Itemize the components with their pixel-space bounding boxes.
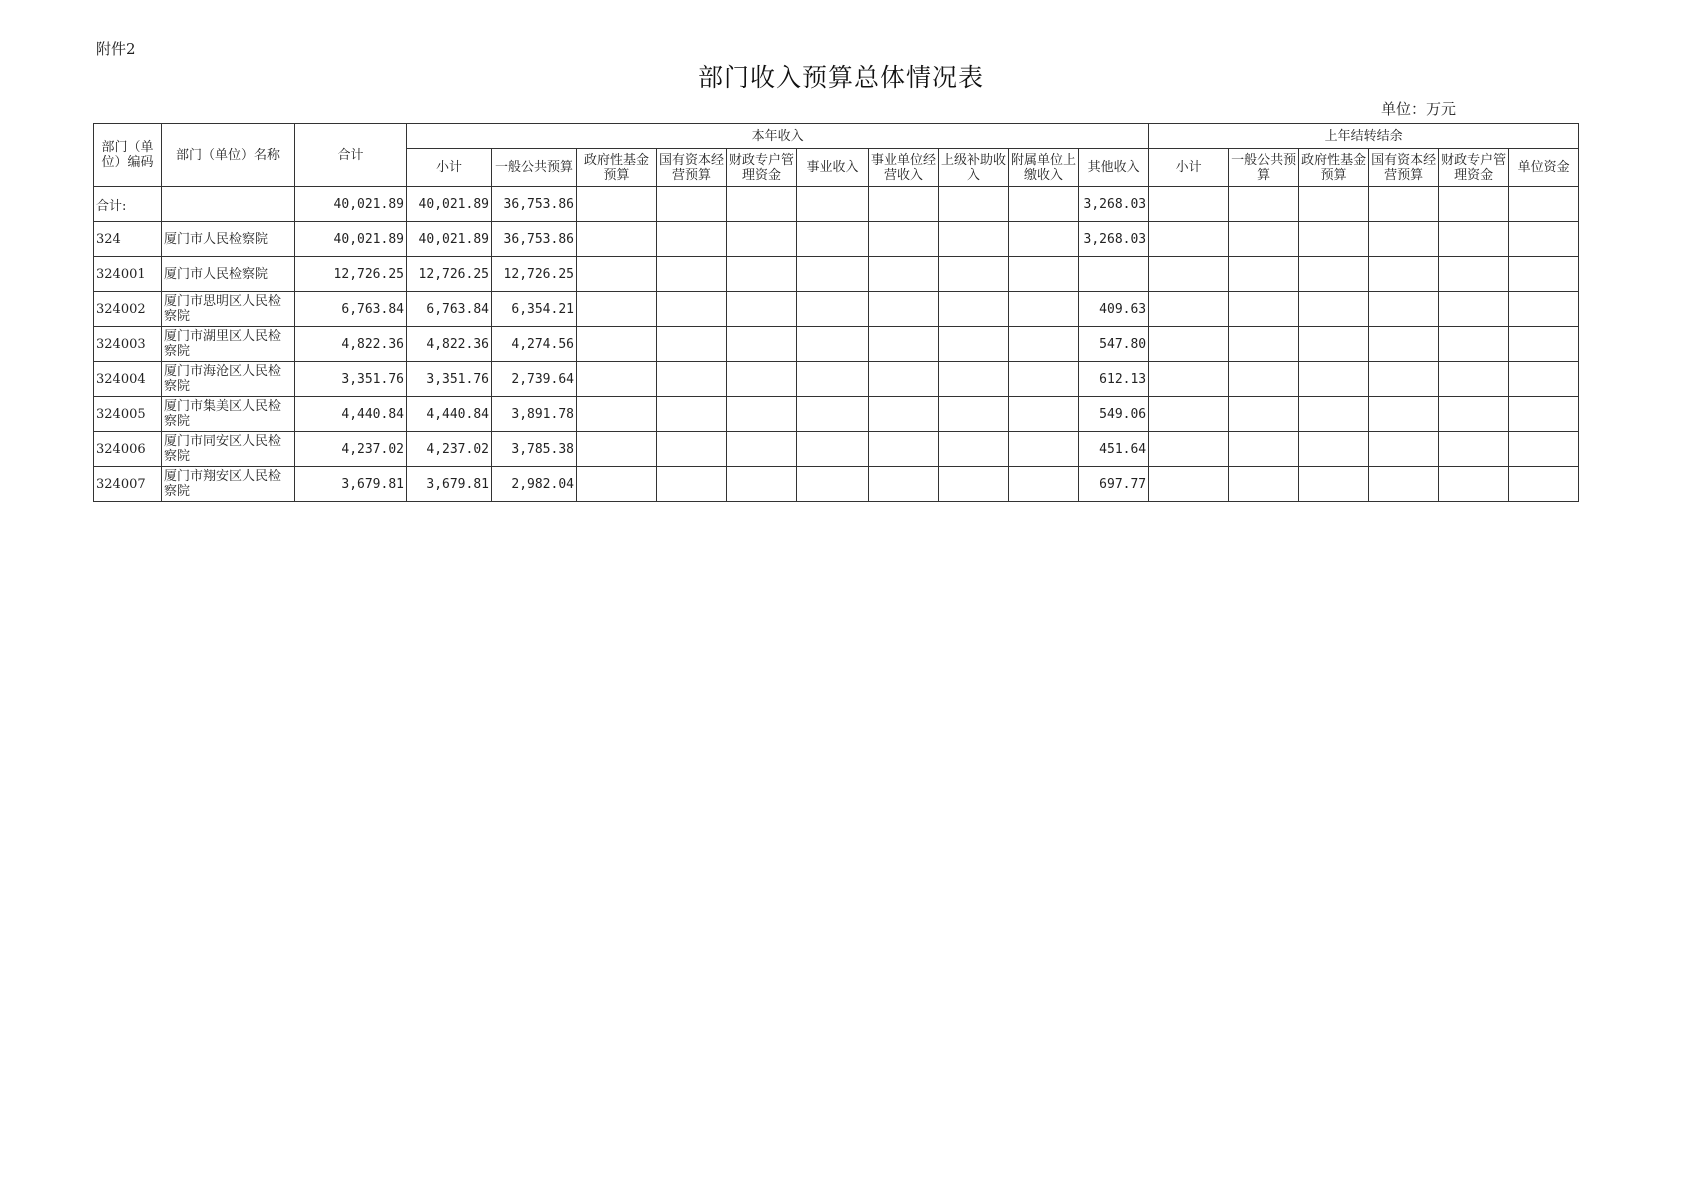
cell-empty	[869, 187, 939, 222]
cell-empty	[577, 432, 657, 467]
cell-other-income: 547.80	[1079, 327, 1149, 362]
cell-empty	[1009, 432, 1079, 467]
cell-empty	[1509, 187, 1579, 222]
cell-empty	[939, 327, 1009, 362]
table-body	[94, 187, 1579, 502]
cell-empty	[797, 432, 869, 467]
cell-name: 厦门市集美区人民检察院	[162, 397, 295, 432]
cell-other-income	[1079, 257, 1149, 292]
cell-empty	[577, 257, 657, 292]
cell-subtotal: 4,822.36	[407, 327, 492, 362]
cell-empty	[727, 467, 797, 502]
cell-empty	[1149, 397, 1229, 432]
cell-empty	[1369, 397, 1439, 432]
cell-empty	[797, 222, 869, 257]
unit-label: 单位：万元	[1380, 100, 1456, 118]
cell-empty	[869, 257, 939, 292]
cell-empty	[1009, 292, 1079, 327]
cell-empty	[577, 327, 657, 362]
cell-other-income: 697.77	[1079, 467, 1149, 502]
cell-empty	[797, 362, 869, 397]
cell-empty	[1149, 432, 1229, 467]
cell-total: 4,237.02	[295, 432, 407, 467]
cell-name: 厦门市人民检察院	[162, 257, 295, 292]
cell-general-budget: 6,354.21	[492, 292, 577, 327]
cell-code: 324	[94, 222, 162, 257]
cell-empty	[797, 187, 869, 222]
cell-empty	[1439, 257, 1509, 292]
table-row	[94, 397, 1579, 432]
cell-empty	[1299, 292, 1369, 327]
header-current-col: 事业单位经营收入	[869, 149, 939, 187]
cell-empty	[1439, 327, 1509, 362]
cell-empty	[869, 327, 939, 362]
cell-empty	[1149, 362, 1229, 397]
cell-empty	[657, 222, 727, 257]
table-row	[94, 222, 1579, 257]
cell-empty	[1369, 327, 1439, 362]
cell-subtotal: 4,440.84	[407, 397, 492, 432]
cell-general-budget: 3,891.78	[492, 397, 577, 432]
header-current-col: 小计	[407, 149, 492, 187]
cell-empty	[1369, 187, 1439, 222]
cell-empty	[1369, 467, 1439, 502]
table-row	[94, 257, 1579, 292]
cell-empty	[1149, 187, 1229, 222]
cell-empty	[1229, 222, 1299, 257]
cell-empty	[869, 362, 939, 397]
cell-general-budget: 2,739.64	[492, 362, 577, 397]
cell-empty	[1299, 327, 1369, 362]
cell-total: 3,351.76	[295, 362, 407, 397]
cell-empty	[1299, 222, 1369, 257]
cell-code: 324001	[94, 257, 162, 292]
header-current-year: 本年收入	[407, 124, 1149, 149]
cell-code: 324005	[94, 397, 162, 432]
cell-empty	[727, 362, 797, 397]
cell-empty	[657, 327, 727, 362]
cell-empty	[939, 187, 1009, 222]
header-current-col: 上级补助收入	[939, 149, 1009, 187]
cell-empty	[727, 222, 797, 257]
cell-empty	[1369, 292, 1439, 327]
cell-empty	[1229, 292, 1299, 327]
cell-empty	[797, 397, 869, 432]
cell-code: 324004	[94, 362, 162, 397]
table-row	[94, 467, 1579, 502]
cell-empty	[657, 467, 727, 502]
cell-empty	[1149, 327, 1229, 362]
cell-empty	[657, 362, 727, 397]
cell-empty	[939, 362, 1009, 397]
cell-empty	[797, 327, 869, 362]
header-prior-col: 单位资金	[1509, 149, 1579, 187]
cell-total: 40,021.89	[295, 187, 407, 222]
page-title: 部门收入预算总体情况表	[697, 63, 984, 92]
cell-empty	[1229, 362, 1299, 397]
cell-empty	[1509, 432, 1579, 467]
cell-code: 合计:	[94, 187, 162, 222]
cell-other-income: 612.13	[1079, 362, 1149, 397]
cell-empty	[1299, 362, 1369, 397]
cell-empty	[657, 257, 727, 292]
cell-empty	[1509, 292, 1579, 327]
cell-empty	[1439, 397, 1509, 432]
cell-empty	[1439, 432, 1509, 467]
header-current-col: 国有资本经营预算	[657, 149, 727, 187]
cell-general-budget: 36,753.86	[492, 222, 577, 257]
cell-subtotal: 3,679.81	[407, 467, 492, 502]
cell-general-budget: 36,753.86	[492, 187, 577, 222]
header-current-col: 一般公共预算	[492, 149, 577, 187]
cell-subtotal: 4,237.02	[407, 432, 492, 467]
cell-empty	[1369, 432, 1439, 467]
cell-empty	[1299, 397, 1369, 432]
cell-empty	[1229, 432, 1299, 467]
cell-empty	[797, 292, 869, 327]
table-row	[94, 292, 1579, 327]
cell-empty	[577, 397, 657, 432]
cell-empty	[1229, 257, 1299, 292]
cell-empty	[797, 467, 869, 502]
cell-empty	[577, 292, 657, 327]
cell-empty	[1009, 467, 1079, 502]
cell-empty	[1229, 187, 1299, 222]
cell-total: 4,822.36	[295, 327, 407, 362]
header-current-col: 财政专户管理资金	[727, 149, 797, 187]
cell-name: 厦门市人民检察院	[162, 222, 295, 257]
cell-other-income: 549.06	[1079, 397, 1149, 432]
budget-table	[93, 123, 1579, 502]
cell-empty	[577, 362, 657, 397]
cell-empty	[1149, 257, 1229, 292]
cell-empty	[1509, 257, 1579, 292]
cell-empty	[1229, 467, 1299, 502]
cell-subtotal: 3,351.76	[407, 362, 492, 397]
cell-subtotal: 12,726.25	[407, 257, 492, 292]
cell-empty	[797, 257, 869, 292]
cell-empty	[727, 397, 797, 432]
cell-empty	[1369, 222, 1439, 257]
cell-other-income: 409.63	[1079, 292, 1149, 327]
cell-empty	[657, 187, 727, 222]
cell-total: 6,763.84	[295, 292, 407, 327]
cell-empty	[1229, 327, 1299, 362]
cell-empty	[1299, 187, 1369, 222]
cell-empty	[869, 432, 939, 467]
cell-total: 4,440.84	[295, 397, 407, 432]
cell-name: 厦门市同安区人民检察院	[162, 432, 295, 467]
cell-empty	[869, 292, 939, 327]
cell-empty	[939, 257, 1009, 292]
cell-empty	[727, 327, 797, 362]
header-prior-year: 上年结转结余	[1149, 124, 1579, 149]
cell-empty	[1509, 222, 1579, 257]
cell-subtotal: 6,763.84	[407, 292, 492, 327]
cell-empty	[1369, 362, 1439, 397]
cell-general-budget: 4,274.56	[492, 327, 577, 362]
cell-code: 324002	[94, 292, 162, 327]
table-row	[94, 432, 1579, 467]
cell-empty	[1509, 467, 1579, 502]
cell-empty	[1439, 187, 1509, 222]
cell-empty	[1009, 397, 1079, 432]
cell-empty	[869, 222, 939, 257]
cell-empty	[1149, 467, 1229, 502]
cell-name: 厦门市翔安区人民检察院	[162, 467, 295, 502]
cell-empty	[1149, 292, 1229, 327]
cell-name	[162, 187, 295, 222]
cell-empty	[727, 432, 797, 467]
cell-empty	[1439, 292, 1509, 327]
cell-name: 厦门市海沧区人民检察院	[162, 362, 295, 397]
table-row	[94, 362, 1579, 397]
cell-subtotal: 40,021.89	[407, 222, 492, 257]
cell-empty	[1009, 257, 1079, 292]
cell-empty	[1439, 362, 1509, 397]
cell-total: 40,021.89	[295, 222, 407, 257]
cell-empty	[869, 397, 939, 432]
cell-total: 3,679.81	[295, 467, 407, 502]
cell-empty	[727, 187, 797, 222]
cell-empty	[577, 467, 657, 502]
header-prior-col: 政府性基金预算	[1299, 149, 1369, 187]
cell-empty	[1509, 327, 1579, 362]
header-row-1	[94, 124, 1579, 149]
cell-empty	[1149, 222, 1229, 257]
header-code: 部门（单位）编码	[94, 124, 162, 187]
cell-general-budget: 2,982.04	[492, 467, 577, 502]
cell-code: 324003	[94, 327, 162, 362]
cell-empty	[1229, 397, 1299, 432]
cell-empty	[1299, 467, 1369, 502]
cell-empty	[869, 467, 939, 502]
header-current-col: 附属单位上缴收入	[1009, 149, 1079, 187]
cell-empty	[1509, 397, 1579, 432]
cell-empty	[1009, 187, 1079, 222]
cell-empty	[1439, 222, 1509, 257]
cell-empty	[1009, 362, 1079, 397]
cell-name: 厦门市湖里区人民检察院	[162, 327, 295, 362]
cell-other-income: 3,268.03	[1079, 222, 1149, 257]
cell-name: 厦门市思明区人民检察院	[162, 292, 295, 327]
cell-other-income: 451.64	[1079, 432, 1149, 467]
cell-empty	[657, 432, 727, 467]
attachment-label: 附件2	[96, 40, 136, 58]
table-row	[94, 327, 1579, 362]
header-name: 部门（单位）名称	[162, 124, 295, 187]
cell-empty	[939, 467, 1009, 502]
header-current-col: 其他收入	[1079, 149, 1149, 187]
cell-empty	[1299, 432, 1369, 467]
cell-general-budget: 3,785.38	[492, 432, 577, 467]
cell-other-income: 3,268.03	[1079, 187, 1149, 222]
header-current-col: 政府性基金预算	[577, 149, 657, 187]
header-prior-col: 一般公共预算	[1229, 149, 1299, 187]
header-total: 合计	[295, 124, 407, 187]
cell-empty	[657, 292, 727, 327]
header-current-col: 事业收入	[797, 149, 869, 187]
table-row	[94, 187, 1579, 222]
cell-general-budget: 12,726.25	[492, 257, 577, 292]
cell-empty	[1369, 257, 1439, 292]
cell-empty	[1439, 467, 1509, 502]
cell-empty	[939, 292, 1009, 327]
cell-empty	[657, 397, 727, 432]
cell-empty	[727, 257, 797, 292]
cell-empty	[1009, 327, 1079, 362]
cell-empty	[939, 432, 1009, 467]
cell-total: 12,726.25	[295, 257, 407, 292]
header-prior-col: 财政专户管理资金	[1439, 149, 1509, 187]
cell-empty	[1009, 222, 1079, 257]
header-prior-col: 小计	[1149, 149, 1229, 187]
header-prior-col: 国有资本经营预算	[1369, 149, 1439, 187]
cell-empty	[939, 397, 1009, 432]
cell-empty	[939, 222, 1009, 257]
cell-empty	[577, 222, 657, 257]
cell-subtotal: 40,021.89	[407, 187, 492, 222]
cell-code: 324007	[94, 467, 162, 502]
cell-empty	[727, 292, 797, 327]
cell-empty	[577, 187, 657, 222]
cell-empty	[1509, 362, 1579, 397]
cell-code: 324006	[94, 432, 162, 467]
cell-empty	[1299, 257, 1369, 292]
